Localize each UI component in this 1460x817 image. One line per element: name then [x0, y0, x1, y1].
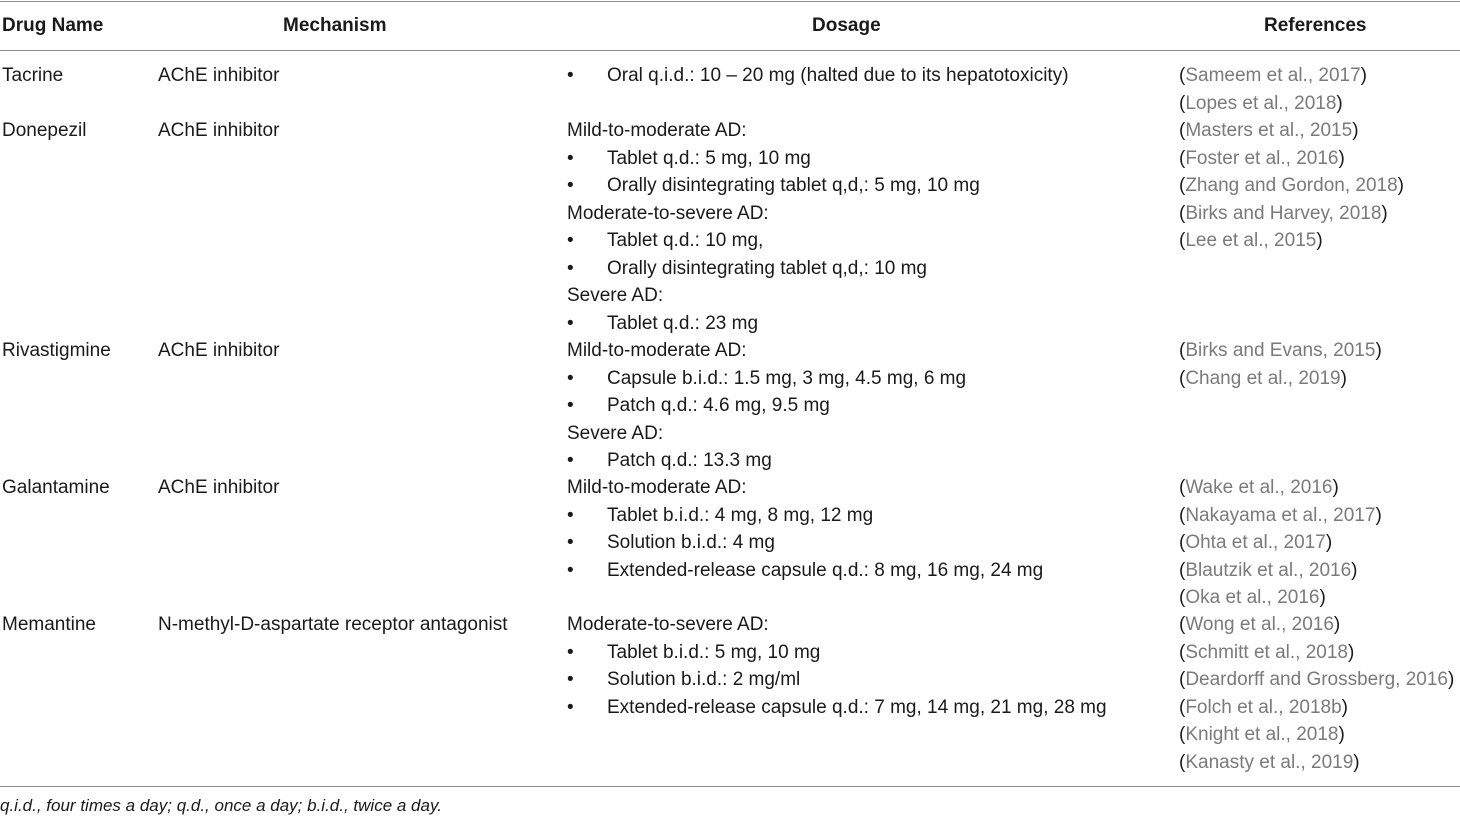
dosage-bullet-item [567, 502, 1043, 530]
mechanism-cell: AChE inhibitor [158, 477, 280, 498]
dosage-severity-heading [567, 337, 966, 365]
dosage-text: Mild-to-moderate AD: [567, 340, 747, 361]
reference-citation: (Knight et al., 2018) [1179, 724, 1345, 745]
mechanism-cell: AChE inhibitor [158, 340, 280, 361]
citation-link[interactable]: Lee et al., 2015 [1185, 230, 1317, 251]
dosage-bullet-item [567, 529, 1043, 557]
dosage-cell [567, 62, 1069, 90]
header-drug-name: Drug Name [2, 15, 104, 36]
reference-citation: (Schmitt et al., 2018) [1179, 641, 1355, 663]
dosage-severity-heading [567, 200, 980, 228]
dosage-severity-heading [567, 611, 1107, 639]
citation-link[interactable]: Lopes et al., 2018 [1185, 92, 1337, 114]
reference-citation: (Chang et al., 2019) [1179, 367, 1347, 389]
citation-link[interactable]: Masters et al., 2015 [1185, 120, 1353, 141]
reference-citation: (Zhang and Gordon, 2018) [1179, 175, 1404, 196]
dosage-bullet-item [567, 172, 980, 200]
dosage-severity-heading [567, 117, 980, 145]
dosage-bullet-item [567, 557, 1043, 585]
citation-link[interactable]: Folch et al., 2018b [1185, 696, 1342, 718]
reference-citation: (Lopes et al., 2018) [1179, 92, 1343, 114]
dosage-bullet-item [567, 227, 980, 255]
dosage-bullet-item [567, 145, 980, 173]
reference-citation: (Birks and Evans, 2015) [1179, 340, 1382, 361]
dosage-text: Extended-release capsule q.d.: 8 mg, 16 mg, 24 mg [607, 559, 1044, 581]
dosage-text: Moderate-to-severe AD: [567, 614, 769, 635]
references-cell [1179, 117, 1404, 255]
references-cell [1179, 474, 1382, 612]
citation-link[interactable]: Birks and Harvey, 2018 [1185, 202, 1382, 224]
bullet-icon: • [567, 641, 574, 663]
citation-link[interactable]: Birks and Evans, 2015 [1185, 340, 1376, 361]
reference-citation: (Nakayama et al., 2017) [1179, 504, 1382, 526]
dosage-text: Extended-release capsule q.d.: 7 mg, 14 mg, 21 mg, 28 mg [607, 696, 1107, 718]
drug-name-cell: Tacrine [2, 65, 64, 86]
header-bottom-rule [0, 50, 1460, 51]
drug-name-cell: Galantamine [2, 477, 110, 498]
bullet-icon: • [567, 65, 574, 86]
dosage-severity-heading [567, 474, 1043, 502]
bullet-icon: • [567, 312, 574, 334]
dosage-text: Capsule b.i.d.: 1.5 mg, 3 mg, 4.5 mg, 6 mg [607, 367, 967, 389]
dosage-text: Tablet q.d.: 5 mg, 10 mg [607, 147, 811, 169]
dosage-text: Severe AD: [567, 285, 664, 306]
dosage-severity-heading [567, 282, 980, 310]
header-references: References [1264, 15, 1367, 36]
citation-link[interactable]: Oka et al., 2016 [1185, 587, 1320, 608]
reference-citation: (Masters et al., 2015) [1179, 120, 1359, 141]
dosage-text: Patch q.d.: 13.3 mg [607, 450, 772, 471]
dosage-bullet-item [567, 639, 1107, 667]
dosage-bullet-item [567, 392, 966, 420]
dosage-text: Mild-to-moderate AD: [567, 477, 747, 498]
bullet-icon: • [567, 559, 574, 581]
bullet-icon: • [567, 532, 574, 553]
bullet-icon: • [567, 504, 574, 526]
reference-citation: (Wake et al., 2016) [1179, 477, 1339, 498]
mechanism-cell: AChE inhibitor [158, 65, 280, 86]
citation-link[interactable]: Foster et al., 2016 [1185, 147, 1339, 169]
dosage-text: Tablet b.i.d.: 4 mg, 8 mg, 12 mg [607, 504, 874, 526]
header-dosage: Dosage [812, 15, 881, 36]
dosage-text: Solution b.i.d.: 4 mg [607, 532, 775, 553]
drug-name-cell: Donepezil [2, 120, 87, 141]
citation-link[interactable]: Kanasty et al., 2019 [1185, 751, 1354, 773]
table-bottom-rule [0, 786, 1460, 787]
dosage-text: Tablet q.d.: 10 mg, [607, 230, 764, 251]
citation-link[interactable]: Nakayama et al., 2017 [1185, 504, 1376, 526]
dosage-text: Oral q.i.d.: 10 – 20 mg (halted due to its hepatotoxicity) [607, 65, 1069, 86]
bullet-icon: • [567, 669, 574, 690]
dosage-bullet-item [567, 447, 966, 475]
reference-citation: (Wong et al., 2016) [1179, 614, 1341, 635]
bullet-icon: • [567, 230, 574, 251]
reference-citation: (Birks and Harvey, 2018) [1179, 202, 1388, 224]
dosage-text: Patch q.d.: 4.6 mg, 9.5 mg [607, 395, 830, 416]
dosage-text: Severe AD: [567, 422, 664, 444]
reference-citation: (Blautzik et al., 2016) [1179, 559, 1358, 581]
bullet-icon: • [567, 175, 574, 196]
dosage-text: Orally disintegrating tablet q,d,: 5 mg, 10 mg [607, 175, 980, 196]
citation-link[interactable]: Zhang and Gordon, 2018 [1185, 175, 1398, 196]
citation-link[interactable]: Wake et al., 2016 [1185, 477, 1333, 498]
citation-link[interactable]: Chang et al., 2019 [1185, 367, 1341, 389]
dosage-bullet-item [567, 310, 980, 338]
table-top-rule [0, 1, 1460, 2]
dosage-bullet-item [567, 365, 966, 393]
bullet-icon: • [567, 450, 574, 471]
dosage-cell [567, 117, 980, 337]
dosage-text: Moderate-to-severe AD: [567, 202, 769, 224]
reference-citation: (Oka et al., 2016) [1179, 587, 1326, 608]
dosage-bullet-item [567, 694, 1107, 722]
dosage-bullet-item [567, 666, 1107, 694]
dosage-text: Orally disintegrating tablet q,d,: 10 mg [607, 257, 928, 279]
dosage-cell [567, 474, 1043, 584]
reference-citation: (Foster et al., 2016) [1179, 147, 1345, 169]
drug-name-cell: Memantine [2, 614, 96, 635]
bullet-icon: • [567, 696, 574, 718]
citation-link[interactable]: Ohta et al., 2017 [1185, 532, 1326, 553]
citation-link[interactable]: Wong et al., 2016 [1185, 614, 1334, 635]
dosage-bullet-item [567, 62, 1069, 90]
citation-link[interactable]: Knight et al., 2018 [1185, 724, 1339, 745]
table-footnote: q.i.d., four times a day; q.d., once a day; b.i.d., twice a day. [0, 796, 442, 815]
reference-citation: (Deardorff and Grossberg, 2016) [1179, 669, 1455, 690]
bullet-icon: • [567, 395, 574, 416]
header-mechanism: Mechanism [283, 15, 387, 36]
dosage-text: Tablet q.d.: 23 mg [607, 312, 759, 334]
dosage-bullet-item [567, 255, 980, 283]
citation-link[interactable]: Blautzik et al., 2016 [1185, 559, 1352, 581]
dosage-text: Mild-to-moderate AD: [567, 120, 747, 141]
reference-citation: (Sameem et al., 2017) [1179, 65, 1367, 86]
drug-name-cell: Rivastigmine [2, 340, 111, 361]
citation-link[interactable]: Deardorff and Grossberg, 2016 [1185, 669, 1448, 690]
dosage-cell [567, 611, 1107, 721]
references-cell [1179, 611, 1454, 776]
mechanism-cell: N-methyl-D-aspartate receptor antagonist [158, 614, 508, 635]
dosage-cell [567, 337, 966, 475]
reference-citation: (Folch et al., 2018b) [1179, 696, 1348, 718]
bullet-icon: • [567, 257, 574, 279]
references-cell [1179, 62, 1367, 117]
bullet-icon: • [567, 147, 574, 169]
citation-link[interactable]: Sameem et al., 2017 [1185, 65, 1361, 86]
mechanism-cell: AChE inhibitor [158, 120, 280, 141]
reference-citation: (Kanasty et al., 2019) [1179, 751, 1360, 773]
reference-citation: (Ohta et al., 2017) [1179, 532, 1333, 553]
dosage-text: Solution b.i.d.: 2 mg/ml [607, 669, 801, 690]
reference-citation: (Lee et al., 2015) [1179, 230, 1323, 251]
citation-link[interactable]: Schmitt et al., 2018 [1185, 641, 1348, 663]
dosage-severity-heading [567, 420, 966, 448]
bullet-icon: • [567, 367, 574, 389]
references-cell [1179, 337, 1382, 392]
dosage-text: Tablet b.i.d.: 5 mg, 10 mg [607, 641, 821, 663]
